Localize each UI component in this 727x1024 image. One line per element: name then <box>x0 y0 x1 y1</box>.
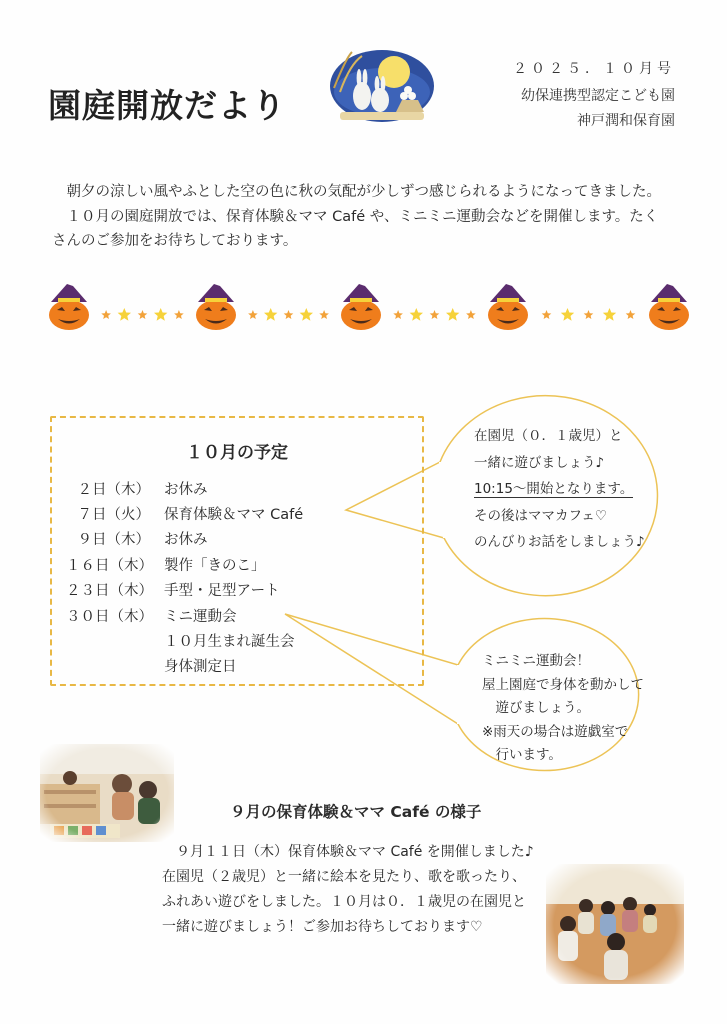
schedule-row <box>66 630 295 654</box>
intro-line: さんのご参加をお待ちしております。 <box>52 233 298 249</box>
page-title: 園庭開放だより <box>48 86 286 125</box>
schedule-row <box>66 478 208 502</box>
bubble-1-line: 在園児（０．１歳児）と <box>474 428 623 444</box>
schedule-date: ２３日（木） <box>66 583 153 599</box>
playroom-photo <box>546 864 684 984</box>
org-name-line1: 幼保連携型認定こども園 <box>521 88 675 104</box>
schedule-date: ７日（火） <box>77 507 150 523</box>
schedule-event: お休み <box>164 482 208 498</box>
intro-line: １０月の園庭開放では、保育体験＆ママ Café や、ミニミニ運動会などを開催します。たく <box>66 208 659 225</box>
schedule-event: ミニ運動会 <box>164 609 237 625</box>
issue-label: ２０２５．１０月号 <box>513 61 675 77</box>
bubble-2-line: ※雨天の場合は遊戯室で <box>482 723 629 740</box>
september-line: 在園児（２歳児）と一緒に絵本を見たり、歌を歌ったり、 <box>162 869 526 885</box>
schedule-row <box>66 554 266 578</box>
schedule-event: 保育体験＆ママ Café <box>164 507 304 523</box>
nursery-room-photo <box>40 744 174 842</box>
schedule-event: 手型・足型アート <box>164 583 280 599</box>
schedule-date <box>66 630 164 654</box>
september-line: 一緒に遊びましょう！ご参加お待ちしております♡ <box>162 919 483 935</box>
schedule-row <box>66 655 237 679</box>
schedule-title: １０月の予定 <box>186 443 288 463</box>
september-report-text <box>162 840 534 940</box>
schedule-row <box>66 503 303 527</box>
intro-line: 朝夕の涼しい風やふとした空の色に秋の気配が少しずつ感じられるようになってきました。 <box>66 184 661 200</box>
bubble-2-text <box>482 650 644 768</box>
bubble-2-line: 行います。 <box>495 747 562 763</box>
bubble-1-line: その後はママカフェ♡ <box>474 507 607 524</box>
bubble-2-line: 屋上園庭で身体を動かして <box>482 676 644 693</box>
september-line: ふれあい遊びをしました。１０月は０．１歳児の在園児と <box>162 894 526 910</box>
schedule-event: お休み <box>164 532 208 548</box>
schedule-event: 身体測定日 <box>164 659 237 675</box>
schedule-event: １０月生まれ誕生会 <box>164 634 295 650</box>
bubble-1-line: のんびりお話をしましょう♪ <box>474 534 645 550</box>
schedule-row <box>66 579 280 603</box>
schedule-date <box>66 655 164 679</box>
schedule-row <box>66 605 237 629</box>
org-name-line2: 神戸潤和保育園 <box>577 113 675 129</box>
schedule-date: ２日（木） <box>77 482 150 498</box>
schedule-date: ９日（木） <box>77 532 150 548</box>
schedule-event: 製作「きのこ」 <box>164 558 266 574</box>
bubble-1-text <box>474 423 645 556</box>
bubble-2-line: ミニミニ運動会！ <box>482 653 590 669</box>
schedule-row <box>66 528 208 552</box>
bubble-1-line: 一緒に遊びましょう♪ <box>474 454 605 471</box>
schedule-date: １６日（木） <box>66 558 153 574</box>
september-section-title: ９月の保育体験＆ママ Café の様子 <box>230 803 482 821</box>
bubble-2-line: 遊びましょう。 <box>495 700 590 716</box>
start-time-notice: 10:15〜開始となります。 <box>474 481 634 497</box>
september-line: ９月１１日（木）保育体験＆ママ Café を開催しました♪ <box>176 844 534 860</box>
schedule-date: ３０日（木） <box>66 609 153 625</box>
